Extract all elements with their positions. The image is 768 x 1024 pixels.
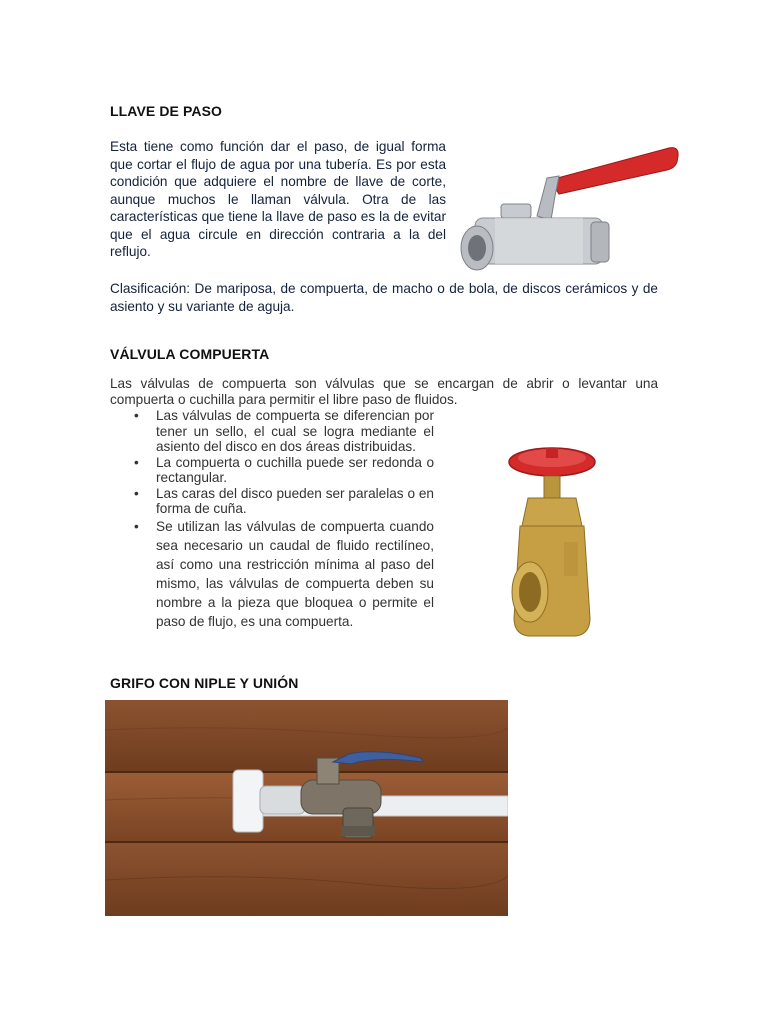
paragraph-clasificacion: Clasificación: De mariposa, de compuerta, de macho o de bola, de discos cerámicos y de asiento y su variante de aguja. <box>110 281 658 314</box>
paragraph-valvula-compuerta-intro: Las válvulas de compuerta son válvulas que se encargan de abrir o levantar una compuerta o cuchilla para permitir el libre paso de fluidos. <box>110 376 658 407</box>
pipe-nipple <box>260 786 305 814</box>
valve-stem <box>544 476 560 498</box>
wall-bracket <box>233 770 263 832</box>
ball-valve-image <box>455 138 683 280</box>
bullet-item: • Se utilizan las válvulas de compuerta cuando sea necesario un caudal de fluido rectilíneo, así como una restricción mínima al paso del mismo, las válvulas de compuerta deben su nombre a la pieza que bloquea o permite el paso de flujo, es una compuerta. <box>130 517 434 631</box>
bullet-item: • La compuerta o cuchilla puede ser redonda o rectangular. <box>130 455 434 486</box>
bullet-item: • Las válvulas de compuerta se diferencian por tener un sello, el cual se logra mediante el asiento del disco en dos áreas distribuidas. <box>130 408 434 455</box>
bullet-item: • Las caras del disco pueden ser paralelas o en forma de cuña. <box>130 486 434 517</box>
heading-valvula-compuerta: VÁLVULA COMPUERTA <box>110 346 270 362</box>
bullet-list-compuerta <box>130 408 434 631</box>
heading-llave-de-paso: LLAVE DE PASO <box>110 103 223 119</box>
faucet-photo <box>105 700 508 916</box>
wood-plank <box>105 700 508 772</box>
valve-bonnet <box>522 498 582 526</box>
heading-grifo: GRIFO CON NIPLE Y UNIÓN <box>110 675 299 691</box>
lever-bracket <box>537 176 559 220</box>
red-lever-handle <box>550 148 678 194</box>
paragraph-llave-de-paso: Esta tiene como función dar el paso, de igual forma que cortar el flujo de agua por una tubería. Es por esta condición que adquiere el nombre de llave de corte, aunque muchos le llaman válvula. Otra de las características que tiene la llave de paso es la de evitar que el agua circule en dirección contraria a la del reflujo. <box>110 139 446 259</box>
gate-valve-image <box>500 442 605 642</box>
stem-nut <box>501 204 531 218</box>
